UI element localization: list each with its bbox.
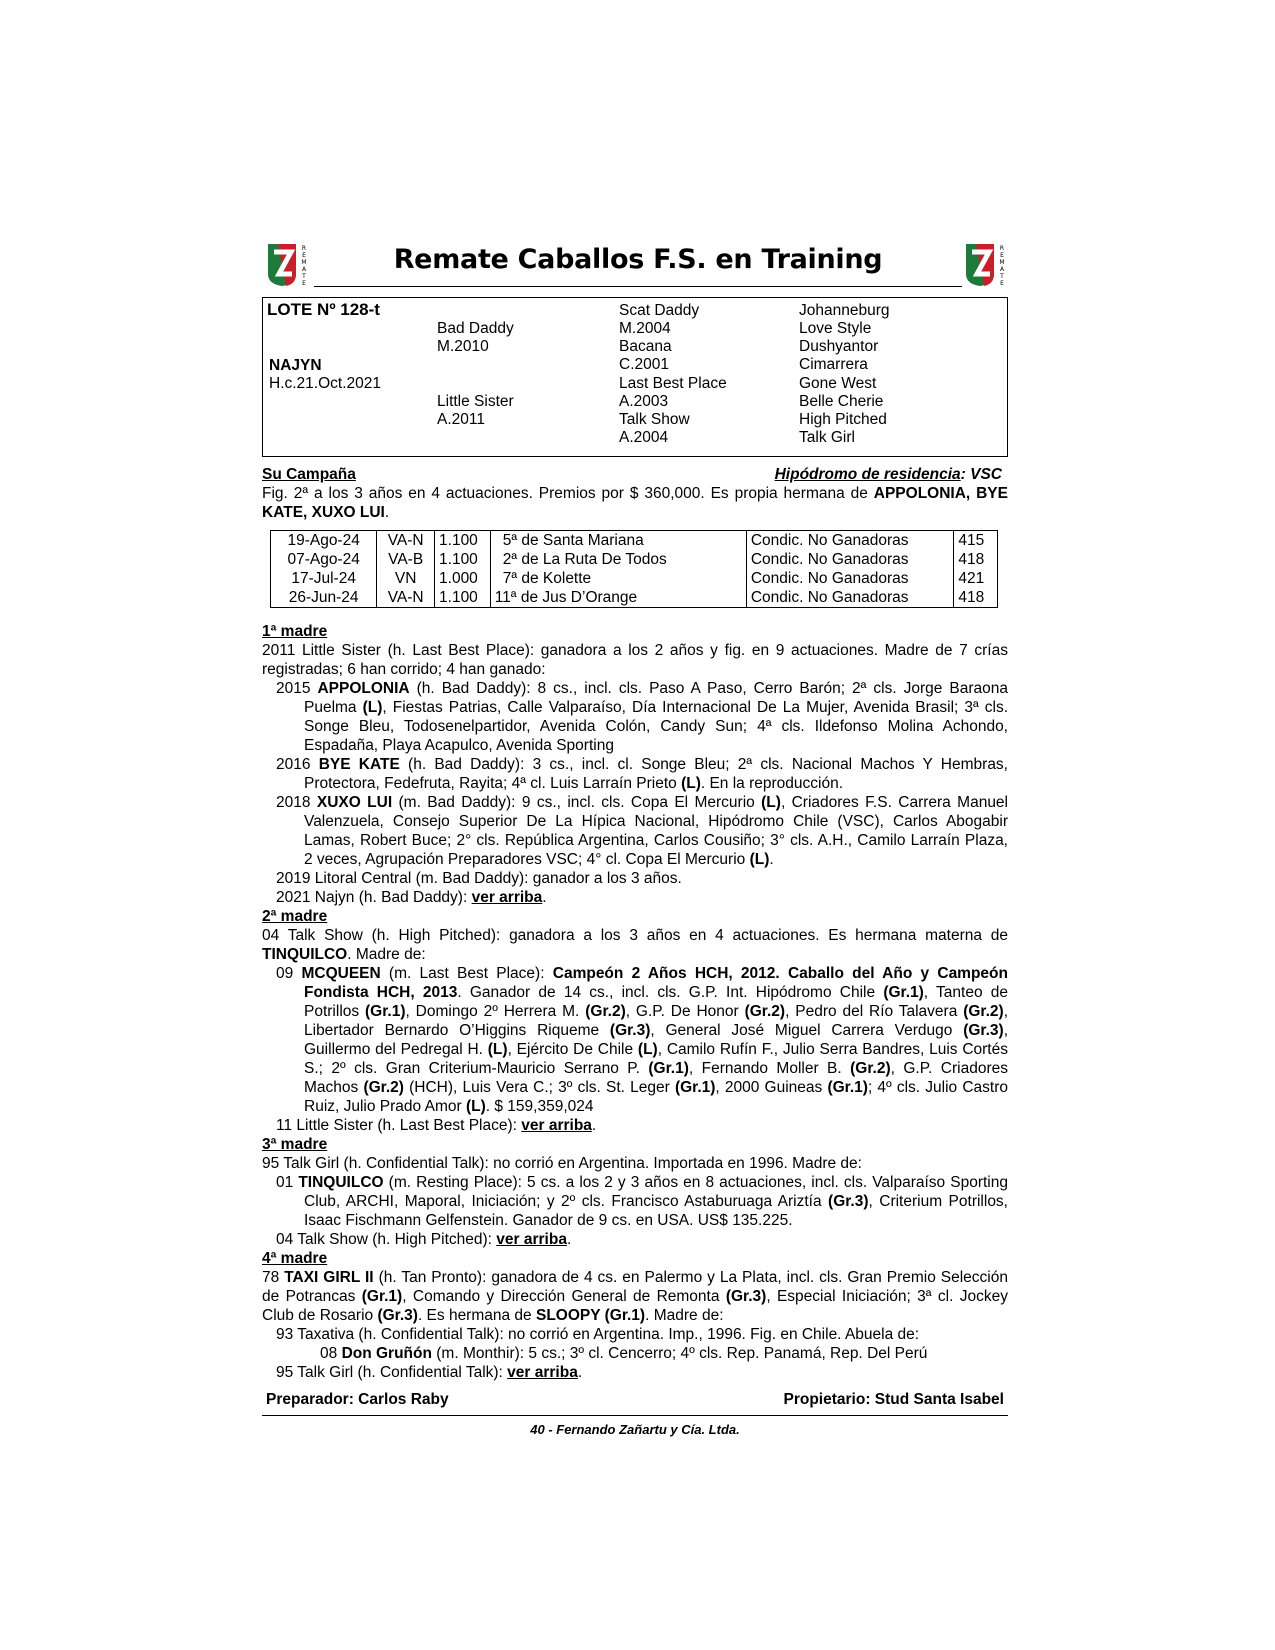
svg-text:M: M xyxy=(301,259,307,266)
ggp-1: Johanneburg xyxy=(799,302,890,319)
siblings: APPOLONIA, BYE KATE, XUXO LUI xyxy=(262,485,1008,521)
dam-name: Little Sister xyxy=(437,393,514,410)
ver-arriba-link[interactable]: ver arriba xyxy=(521,1117,592,1134)
damdam-info: A.2004 xyxy=(619,429,669,446)
lot-number: LOTE Nº 128-t xyxy=(267,300,380,319)
race-row xyxy=(271,531,998,551)
race-cell: 07-Ago-24 xyxy=(287,551,360,568)
fourth-dam-section xyxy=(262,1249,1008,1382)
produce-entry: 08 Don Gruñón (m. Monthir): 5 cs.; 3º cl. Cencerro; 4º cls. Rep. Panamá, Rep. Del Perú xyxy=(320,1345,928,1362)
race-cell: 1.100 xyxy=(435,531,491,551)
page-title: Remate Caballos F.S. en Training xyxy=(393,244,883,275)
produce-entry: 93 Taxativa (h. Confidential Talk): no corrió en Argentina. Imp., 1996. Fig. en Chile. Abuela de: xyxy=(276,1326,920,1343)
race-cell: 421 xyxy=(954,569,998,588)
ggp-6: Belle Cherie xyxy=(799,393,884,410)
race-cell: Condic. No Ganadoras xyxy=(746,588,954,608)
race-cell: 26-Jun-24 xyxy=(288,589,359,606)
campaign-summary: Fig. 2ª a los 3 años en 4 actuaciones. Premios por $ 360,000. Es propia hermana de APPOLONIA, BYE KATE, XUXO LUI. xyxy=(262,485,1008,521)
section-heading: 1ª madre xyxy=(262,623,328,640)
race-cell: Condic. No Ganadoras xyxy=(746,531,954,551)
race-cell: Condic. No Ganadoras xyxy=(746,569,954,588)
ggp-8: Talk Girl xyxy=(799,429,855,446)
residence-value: : VSC xyxy=(960,466,1002,483)
svg-text:E: E xyxy=(1000,280,1004,287)
section-heading: 3ª madre xyxy=(262,1136,328,1153)
dam-entry: 04 Talk Show (h. High Pitched): ganadora a los 3 años en 4 actuaciones. Es hermana materna de TINQUILCO. Madre de: xyxy=(262,927,1008,963)
damdam-name: Talk Show xyxy=(619,411,690,428)
race-cell: VA-N xyxy=(377,531,435,551)
svg-text:M: M xyxy=(999,259,1005,266)
residence xyxy=(775,465,1008,484)
svg-text:T: T xyxy=(1000,273,1004,280)
summary-text: Fig. 2ª a los 3 años en 4 actuaciones. Premios por $ 360,000. Es propia hermana de xyxy=(262,485,874,502)
produce-entry: 2018 XUXO LUI (m. Bad Daddy): 9 cs., incl. cls. Copa El Mercurio (L), Criadores F.S. Carrera Manuel Valenzuela, Consejo Superior De La Hípica Nacional, Hipódromo Chile (VSC), Carlos Abogabir Lamas, Robert Buce; 2° cls. República Argentina, Carlos Cousiño; 3° cls. A.H., Camilo Larraín Plaza, 2 veces, Agrupación Preparadores VSC; 4° cl. Copa El Mercurio (L). xyxy=(276,794,1008,868)
svg-text:E: E xyxy=(302,252,306,259)
remates-logo xyxy=(264,240,316,288)
dam-entry: 2011 Little Sister (h. Last Best Place): ganadora a los 2 años y fig. en 9 actuaciones. Madre de 7 crías registradas; 6 han corrido; 4 han ganado: xyxy=(262,642,1008,678)
footer-rule xyxy=(262,1415,1008,1416)
dam-info: A.2011 xyxy=(437,411,485,428)
produce-entry: 95 Talk Girl (h. Confidential Talk): ver arriba. xyxy=(276,1364,583,1381)
race-cell: 19-Ago-24 xyxy=(287,532,360,549)
svg-text:R: R xyxy=(301,245,307,252)
produce-entry: 2021 Najyn (h. Bad Daddy): ver arriba. xyxy=(276,889,547,906)
horse-name: NAJYN xyxy=(269,357,322,374)
ggp-5: Gone West xyxy=(799,375,877,392)
race-row xyxy=(271,588,998,608)
grandsire-info: M.2004 xyxy=(619,320,671,337)
horse-info: H.c.21.Oct.2021 xyxy=(269,375,382,392)
page-number: 40 - Fernando Zañartu y Cía. Ltda. xyxy=(530,1422,740,1437)
damsire-name: Last Best Place xyxy=(619,375,727,392)
race-cell: 415 xyxy=(954,531,998,551)
damsire-info: A.2003 xyxy=(619,393,669,410)
svg-text:R: R xyxy=(999,245,1005,252)
svg-text:E: E xyxy=(1000,252,1004,259)
race-cell: 17-Jul-24 xyxy=(291,570,356,587)
produce-entry: 04 Talk Show (h. High Pitched): ver arriba. xyxy=(276,1231,572,1248)
ggp-7: High Pitched xyxy=(799,411,887,428)
race-cell: 1.100 xyxy=(435,588,491,608)
dam-entry: 95 Talk Girl (h. Confidential Talk): no corrió en Argentina. Importada en 1996. Madre de: xyxy=(262,1155,862,1172)
ggp-2: Love Style xyxy=(799,320,872,337)
sire-name: Bad Daddy xyxy=(437,320,514,337)
ggp-3: Dushyantor xyxy=(799,338,879,355)
svg-text:T: T xyxy=(302,273,306,280)
race-cell: 418 xyxy=(954,550,998,569)
race-cell: 1.000 xyxy=(435,569,491,588)
svg-text:A: A xyxy=(301,266,307,273)
section-heading: 2ª madre xyxy=(262,908,328,925)
pedigree-box xyxy=(262,297,1008,457)
race-cell: VA-B xyxy=(377,550,435,569)
ver-arriba-link[interactable]: ver arriba xyxy=(507,1364,578,1381)
sire-info: M.2010 xyxy=(437,338,489,355)
granddam-info: C.2001 xyxy=(619,356,669,373)
second-dam-section xyxy=(262,907,1008,1135)
ver-arriba-link[interactable]: ver arriba xyxy=(496,1231,567,1248)
produce-entry: 01 TINQUILCO (m. Resting Place): 5 cs. a los 2 y 3 años en 8 actuaciones, incl. cls. Valparaíso Sporting Club, ARCHI, Maporal, Iniciación; y 2º cls. Francisco Astaburuaga Ariztía (Gr.3), Criterium Potrillos, Isaac Fischmann Gelfenstein. Ganador de 9 cs. en USA. US$ 135.225. xyxy=(276,1174,1008,1229)
campaign-header xyxy=(262,465,1008,484)
granddam-name: Bacana xyxy=(619,338,672,355)
race-table xyxy=(270,530,998,608)
ggp-4: Cimarrera xyxy=(799,356,868,373)
owner: Propietario: Stud Santa Isabel xyxy=(783,1391,1004,1408)
campaign-heading: Su Campaña xyxy=(262,466,356,483)
produce-entry: 2016 BYE KATE (h. Bad Daddy): 3 cs., incl. cl. Songe Bleu; 2ª cls. Nacional Machos Y Hembras, Protectora, Fedefruta, Rayita; 4ª cl. Luis Larraín Prieto (L). En la reproducción. xyxy=(276,756,1008,792)
residence-label: Hipódromo de residencia xyxy=(774,466,961,483)
produce-entry: 2019 Litoral Central (m. Bad Daddy): ganador a los 3 años. xyxy=(276,870,682,887)
section-heading: 4ª madre xyxy=(262,1250,328,1267)
svg-text:E: E xyxy=(302,280,306,287)
trainer: Preparador: Carlos Raby xyxy=(266,1391,449,1408)
race-cell: VA-N xyxy=(377,588,435,608)
grandsire-name: Scat Daddy xyxy=(619,302,700,319)
page-footer-info xyxy=(262,1390,1008,1409)
produce-entry: 2015 APPOLONIA (h. Bad Daddy): 8 cs., incl. cls. Paso A Paso, Cerro Barón; 2ª cls. Jorge Baraona Puelma (L), Fiestas Patrias, Calle Valparaíso, Día Internacional De La Mujer, Avenida Brasil; 3ª cls. Songe Bleu, Todosenelpartidor, Avenida Colón, Candy Sun; 4ª cls. Ildefonso Molina Achondo, Espadaña, Playa Acapulco, Avenida Sporting xyxy=(276,680,1009,754)
produce-entry: 09 MCQUEEN (m. Last Best Place): Campeón 2 Años HCH, 2012. Caballo del Año y Campeón Fondista HCH, 2013. Ganador de 14 cs., incl. cls. G.P. Int. Hipódromo Chile (Gr.1), Tanteo de Potrillos (Gr.1), Domingo 2º Herrera M. (Gr.2), G.P. De Honor (Gr.2), Pedro del Río Talavera (Gr.2), Libertador Bernardo O’Higgins Riqueme (Gr.3), General José Miguel Carrera Verdugo (Gr.3), Guillermo del Pedregal H. (L), Ejército De Chile (L), Camilo Rufín F., Julio Serra Bandres, Luis Cortés S.; 2º cls. Gran Criterium-Mauricio Serrano P. (Gr.1), Fernando Moller B. (Gr.2), G.P. Criadores Machos (Gr.2) (HCH), Luis Vera C.; 3º cls. St. Leger (Gr.1), 2000 Guineas (Gr.1); 4º cls. Julio Castro Ruiz, Julio Prado Amor (L). $ 159,359,024 xyxy=(276,965,1009,1115)
title-rule xyxy=(314,286,962,287)
race-cell: 1.100 xyxy=(435,550,491,569)
ver-arriba-link[interactable]: ver arriba xyxy=(471,889,543,906)
svg-text:A: A xyxy=(999,266,1005,273)
race-cell: 5ª de Santa Mariana xyxy=(490,531,746,551)
dam-entry: 78 TAXI GIRL II (h. Tan Pronto): ganadora de 4 cs. en Palermo y La Plata, incl. cls. Gran Premio Selección de Potrancas (Gr.1), Comando y Dirección General de Remonta (Gr.3), Especial Iniciación; 3ª cl. Jockey Club de Rosario (Gr.3). Es hermana de SLOOPY (Gr.1). Madre de: xyxy=(262,1269,1008,1324)
page-header xyxy=(262,240,1008,288)
race-cell: VN xyxy=(377,569,435,588)
race-row xyxy=(271,569,998,588)
third-dam-section xyxy=(262,1135,1008,1249)
remates-logo xyxy=(962,240,1014,288)
race-cell: 2ª de La Ruta De Todos xyxy=(490,550,746,569)
race-cell: 11ª de Jus D’Orange xyxy=(490,588,746,608)
first-dam-section xyxy=(262,622,1008,907)
produce-entry: 11 Little Sister (h. Last Best Place): ver arriba. xyxy=(276,1117,597,1134)
race-row xyxy=(271,550,998,569)
race-cell: 7ª de Kolette xyxy=(490,569,746,588)
race-cell: Condic. No Ganadoras xyxy=(746,550,954,569)
race-cell: 418 xyxy=(954,588,998,608)
catalog-page xyxy=(262,240,1008,1439)
